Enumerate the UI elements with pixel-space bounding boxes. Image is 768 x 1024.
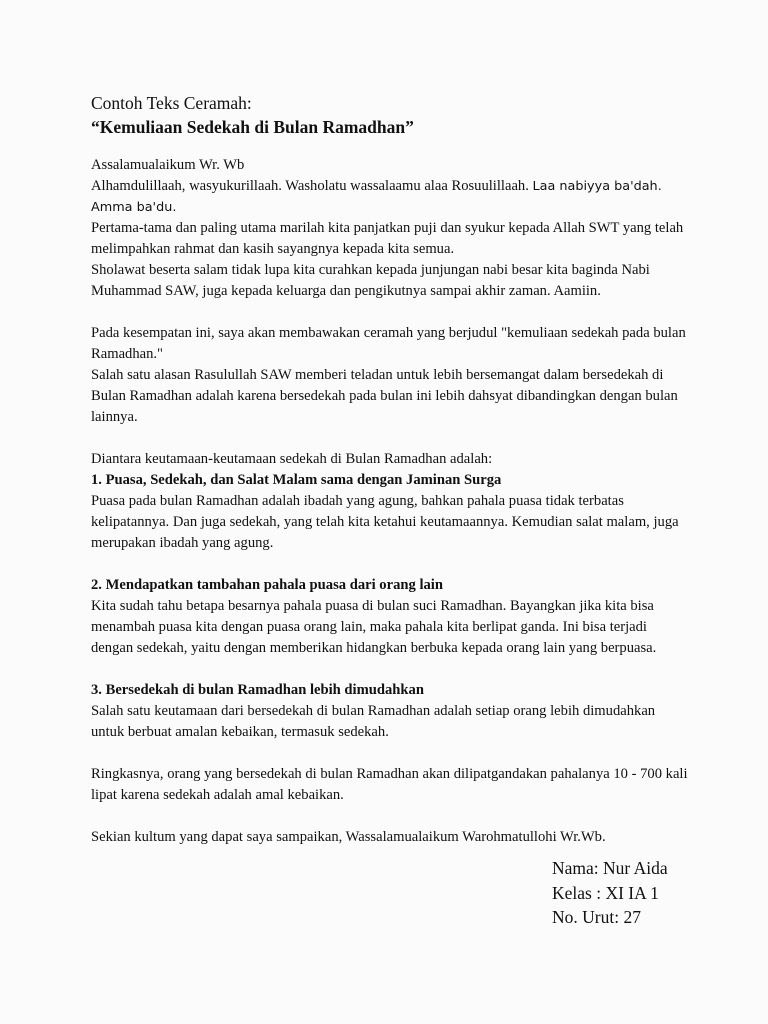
document-title: “Kemuliaan Sedekah di Bulan Ramadhan” [91, 117, 414, 137]
point-2-body: Kita sudah tahu betapa besarnya pahala puasa di bulan suci Ramadhan. Bayangkan jika kita bisa menambah puasa kita dengan puasa orang lain, maka pahala kita berlipat ganda. Ini bisa terjadi dengan sedekah, yaitu dengan memberikan hidangkan berbuka kepada orang lain yang berpuasa. [91, 598, 657, 656]
point-3-heading: 3. Bersedekah di bulan Ramadhan lebih dimudahkan [91, 682, 424, 698]
gratitude-paragraph: Pertama-tama dan paling utama marilah kita panjatkan puji dan syukur kepada Allah SWT yang telah melimpahkan rahmat dan kasih sayangnya kepada kita semua. [91, 220, 684, 257]
reason-paragraph: Salah satu alasan Rasulullah SAW memberi teladan untuk lebih bersemangat dalam bersedekah di Bulan Ramadhan adalah karena bersedekah pada bulan ini lebih dahsyat dibandingkan dengan bulan lainnya. [91, 367, 678, 425]
spacer [91, 139, 691, 155]
praise-text: Alhamdulillaah, wasyukurillaah. Washolatu wassalaamu alaa Rosuulillaah. [91, 178, 529, 194]
spacer [91, 554, 691, 575]
document-label: Contoh Teks Ceramah: [91, 93, 252, 113]
spacer [91, 806, 691, 827]
spacer [91, 302, 691, 323]
greeting: Assalamualaikum Wr. Wb [91, 157, 245, 173]
points-lead: Diantara keutamaan-keutamaan sedekah di Bulan Ramadhan adalah: [91, 451, 493, 467]
praise-paragraph: Alhamdulillaah, wasyukurillaah. Washolatu wassalaamu alaa Rosuulillaah. Laa nabiyya ba'dah. Amma ba'du. [91, 178, 662, 215]
spacer [91, 659, 691, 680]
point-2-heading: 2. Mendapatkan tambahan pahala puasa dari orang lain [91, 577, 443, 593]
point-3-body: Salah satu keutamaan dari bersedekah di bulan Ramadhan adalah setiap orang lebih dimudahkan untuk berbuat amalan kebaikan, termasuk sedekah. [91, 703, 656, 740]
signature-block [552, 856, 668, 930]
arabic-phrase-1: Laa nabiyya ba'dah [532, 179, 658, 194]
closing-paragraph: Sekian kultum yang dapat saya sampaikan, Wassalamualaikum Warohmatullohi Wr.Wb. [91, 829, 606, 845]
spacer [91, 743, 691, 764]
summary-paragraph: Ringkasnya, orang yang bersedekah di bulan Ramadhan akan dilipatgandakan pahalanya 10 - 700 kali lipat karena sedekah adalah amal kebaikan. [91, 766, 688, 803]
sholawat-paragraph: Sholawat beserta salam tidak lupa kita curahkan kepada junjungan nabi besar kita baginda Nabi Muhammad SAW, juga kepada keluarga dan pengikutnya sampai akhir zaman. Aamiin. [91, 262, 650, 299]
point-1-body: Puasa pada bulan Ramadhan adalah ibadah yang agung, bahkan pahala puasa tidak terbatas kelipatannya. Dan juga sedekah, yang telah kita ketahui keutamaannya. Kemudian salat malam, juga merupakan ibadah yang agung. [91, 493, 679, 551]
author-class: Kelas : XI IA 1 [552, 882, 659, 903]
arabic-phrase-2: Amma ba'du [91, 200, 173, 215]
author-number: No. Urut: 27 [552, 907, 641, 927]
topic-paragraph: Pada kesempatan ini, saya akan membawakan ceramah yang berjudul "kemuliaan sedekah pada bulan Ramadhan." [91, 325, 686, 362]
author-name: Nama: Nur Aida [552, 858, 668, 878]
point-1-heading: 1. Puasa, Sedekah, dan Salat Malam sama dengan Jaminan Surga [91, 472, 502, 488]
spacer [91, 428, 691, 449]
document-body [91, 91, 691, 848]
